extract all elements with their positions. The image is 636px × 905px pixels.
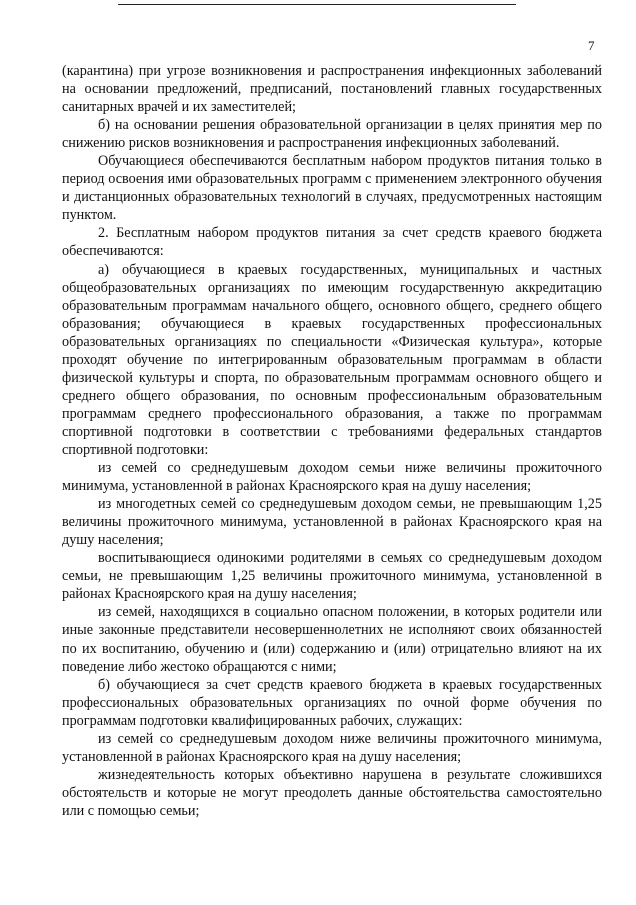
paragraph-5: а) обучающиеся в краевых государственных, муниципальных и частных общеобразовательных организациях по имеющим государственную аккредитацию образовательным программам начального общего, основного общего, среднего общего образования; обучающиеся в краевых государственных профессиональных образовательных организациях по специальности «Физическая культура», которые проходят обучение по интегрированным образовательным программам в области физической культуры и спорта, по образовательным программам основного общего и среднего общего образования, по основным профессиональным образовательным программам среднего профессионального образования, а также по программам спортивной подготовки в соответствии с требованиями федеральных стандартов спортивной подготовки:	[62, 261, 602, 458]
paragraph-2: б) на основании решения образовательной организации в целях принятия мер по снижению рисков возникновения и распространения инфекционных заболеваний.	[62, 117, 602, 152]
paragraph-11: из семей со среднедушевым доходом ниже величины прожиточного минимума, установленной в районах Красноярского края на душу населения;	[62, 730, 602, 765]
paragraph-10: б) обучающиеся за счет средств краевого бюджета в краевых государственных профессиональных образовательных организациях по очной форме обучения по программам подготовки квалифицированных рабочих, служащих:	[62, 676, 602, 729]
paragraph-12: жизнедеятельность которых объективно нарушена в результате сложившихся обстоятельств и которые не могут преодолеть данные обстоятельства самостоятельно или с помощью семьи;	[62, 766, 602, 819]
paragraph-9: из семей, находящихся в социально опасном положении, в которых родители или иные законные представители несовершеннолетних не исполняют своих обязанностей по их воспитанию, обучению и (или) содержанию и (или) отрицательно влияют на их поведение либо жестоко обращаются с ними;	[62, 604, 602, 675]
paragraph-1: (карантина) при угрозе возникновения и распространения инфекционных заболеваний на основании предложений, предписаний, постановлений главных государственных санитарных врачей и их заместителей;	[62, 63, 602, 116]
paragraph-4: 2. Бесплатным набором продуктов питания за счет средств краевого бюджета обеспечиваются:	[62, 225, 602, 260]
header-rule	[118, 4, 516, 5]
paragraph-3: Обучающиеся обеспечиваются бесплатным набором продуктов питания только в период освоения ими образовательных программ с применением электронного обучения и дистанционных образовательных технологий в случаях, предусмотренных настоящим пунктом.	[62, 153, 602, 224]
paragraph-8: воспитывающиеся одинокими родителями в семьях со среднедушевым доходом семьи, не превышающим 1,25 величины прожиточного минимума, установленной в районах Красноярского края на душу населения;	[62, 550, 602, 603]
document-body	[62, 62, 602, 820]
page-number: 7	[588, 38, 595, 53]
paragraph-6: из семей со среднедушевым доходом семьи ниже величины прожиточного минимума, установленной в районах Красноярского края на душу населения;	[62, 460, 602, 495]
paragraph-7: из многодетных семей со среднедушевым доходом семьи, не превышающим 1,25 величины прожиточного минимума, установленной в районах Красноярского края на душу населения;	[62, 496, 602, 549]
